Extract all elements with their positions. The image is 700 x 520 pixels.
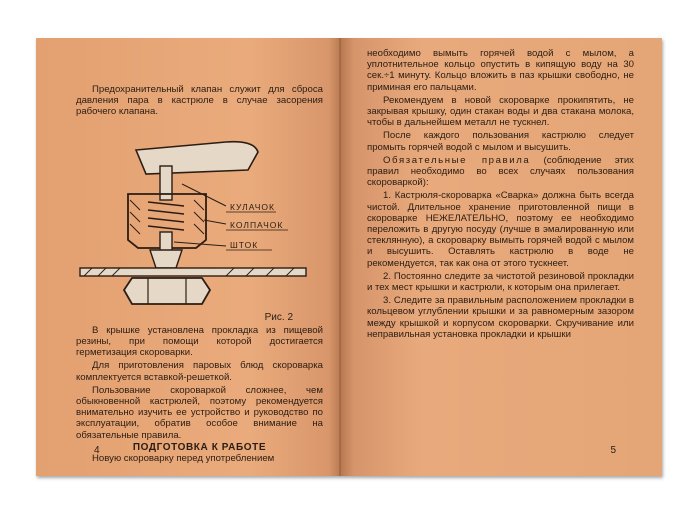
rules-intro: (соблюдение этих правил необходимо во всех случаях пользования скороваркой): <box>367 154 634 189</box>
open-booklet <box>36 38 662 476</box>
left-paragraph-3: Для приготовления паровых блюд скороварка комплектуется вставкой-решеткой. <box>76 360 323 383</box>
left-paragraph-5: Новую скороварку перед употреблением <box>92 453 275 465</box>
valve-diagram <box>76 122 316 312</box>
rule-2: 2. Постоянно следите за чистотой резиновой прокладки и тех мест крышки и кастрюли, к которым она прилегает. <box>367 270 634 294</box>
rule-3: 3. Следите за правильным расположением прокладки в кольцевом углублении крышки и за равномерным зазором между крышкой и корпусом скороварки. Скручивание или неправильная установка прокладки и крышки <box>367 295 634 340</box>
page-number-left: 4 <box>94 445 100 456</box>
figure-caption: Рис. 2 <box>264 311 293 323</box>
label-stem: ШТОК <box>230 239 259 250</box>
label-cap: КОЛПАЧОК <box>230 219 284 230</box>
rules-block <box>367 155 634 189</box>
section-heading: ПОДГОТОВКА К РАБОТЕ <box>132 441 267 453</box>
left-paragraph-2: В крышке установлена прокладка из пищевой резины, при помощи которой достигается герметизация скороварки. <box>76 324 323 359</box>
rule-1: 1. Кастрюля-скороварка «Сварка» должна быть всегда чистой. Длительное хранение приготовленной пищи в скороварке НЕЖЕЛАТЕЛЬНО, поэтому ее необходимо переложить в другую посуду (лучше в эмалированную или стеклянную), а скороварку вымыть горячей водой с мылом и высушить. Оставлять кастрюлю в воде не рекомендуется, так как она от этого тускнеет. <box>367 190 634 269</box>
rules-heading: Обязательные правила <box>383 154 531 166</box>
right-page <box>341 38 662 476</box>
left-paragraph-4: Пользование скороваркой сложнее, чем обыкновенной кастрюлей, поэтому рекомендуется внимательно изучить ее устройство и руководство по эксплуатации, обратив особое внимание на обязательные правила. <box>76 384 323 441</box>
right-paragraph-3: После каждого пользования кастрюлю следует промыть горячей водой с мылом и высушить. <box>367 130 634 153</box>
page-number-right: 5 <box>610 445 616 456</box>
left-page <box>36 38 341 476</box>
label-cam: КУЛАЧОК <box>230 201 275 212</box>
valve-drawing <box>76 122 316 312</box>
right-paragraph-1: необходимо вымыть горячей водой с мылом, а уплотнительное кольцо опустить в кипящую воду на 30 сек.÷1 минуту. Кольцо вложить в паз крышки свободно, не приминая его пальцами. <box>367 48 634 93</box>
left-paragraph-1: Предохранительный клапан служит для сброса давления пара в кастрюле в случае засорения рабочего клапана. <box>76 84 323 118</box>
right-paragraph-2: Рекомендуем в новой скороварке прокипятить, не закрывая крышку, один стакан воды и два стакана молока, чтобы в дальнейшем металл не тускнел. <box>367 94 634 129</box>
